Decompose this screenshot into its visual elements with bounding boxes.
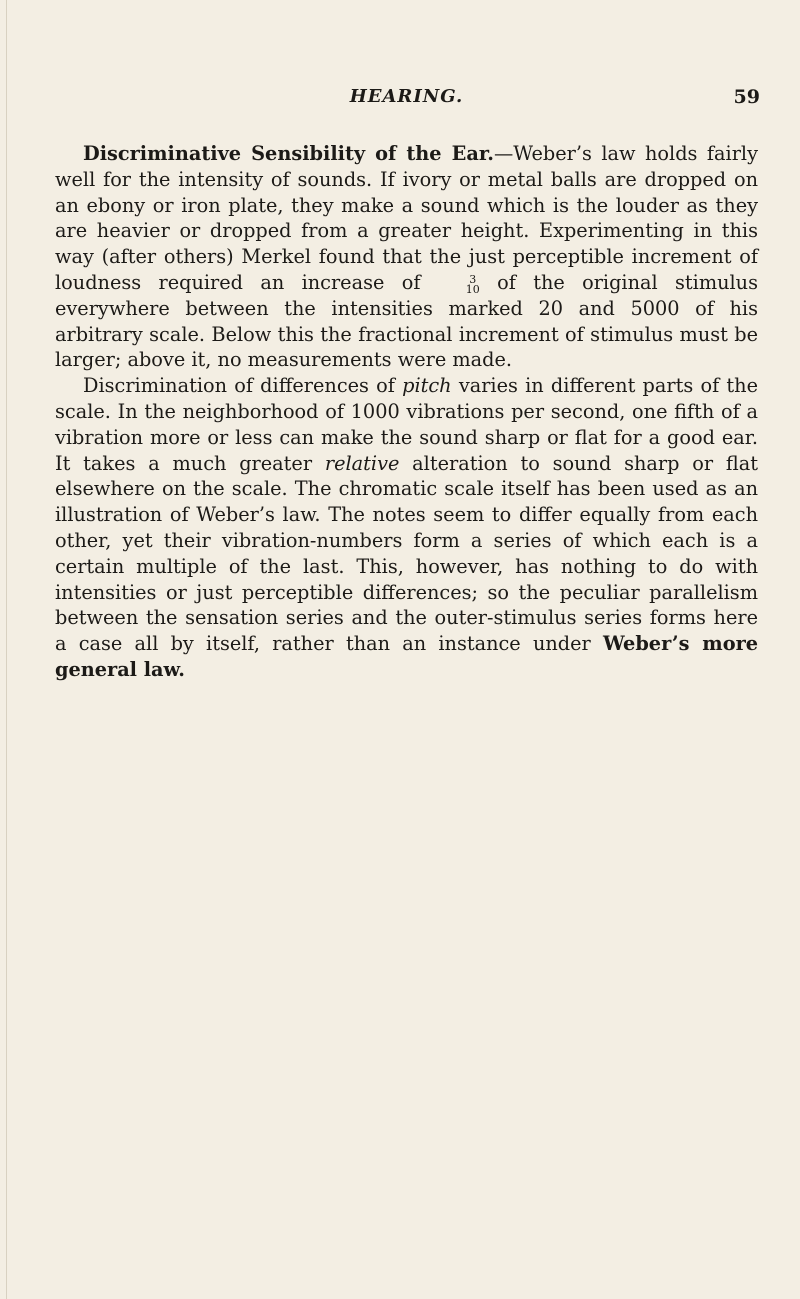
page-number: 59 <box>733 86 760 108</box>
page-header <box>53 86 760 116</box>
paragraph1-text-b: of the original stimulus everywhere between the intensities marked 20 and 5000 of his arbitrary scale. Below this the fractional increment of stimulus must be larger; above it, no measurements were made. <box>55 270 758 372</box>
paragraph1-text-a: —Weber’s law holds fairly well for the intensity of sounds. If ivory or metal balls are dropped on an ebony or iron plate, they make a sound which is the louder as they are heavier or dropped from a greater height. Experimenting in this way (after others) Merkel found that the just perceptible increment of loudness required an increase of <box>55 142 758 294</box>
fraction-three-tenths <box>438 272 480 296</box>
paragraph2-text-a: Discrimination of differences of <box>83 374 403 398</box>
italic-relative: relative <box>324 451 400 475</box>
paragraph-discriminative-sensibility <box>55 141 758 373</box>
fraction-numerator: 3 <box>469 272 477 286</box>
section-heading: Discriminative Sensibility of the Ear. <box>83 142 494 165</box>
body-text <box>55 141 758 683</box>
paragraph2-text-c: alteration to sound sharp or flat elsewhere on the scale. The chromatic scale itself has been used as an illustration of Weber’s law. The notes seem to differ equally from each other, yet their vibration-numbers form a series of which each is a certain multiple of the last. This, however, has nothing to do with intensities or just perceptible differences; so the peculiar parallelism between the sensation series and the outer-stimulus series forms here a case all by itself, rather than an instance under <box>55 451 758 656</box>
paragraph2-text-b: varies in different parts of the scale. In the neighborhood of 1000 vibrations per second, one fifth of a vibration more or less can make the sound sharp or flat for a good ear. It takes a much greater <box>55 374 758 475</box>
fraction-denominator: 10 <box>465 282 480 296</box>
page-edge <box>6 0 7 1299</box>
running-title: HEARING. <box>349 86 464 107</box>
paragraph-pitch-discrimination <box>55 373 758 683</box>
closing-phrase: Weber’s more general law. <box>55 632 758 681</box>
italic-pitch: pitch <box>402 374 452 398</box>
